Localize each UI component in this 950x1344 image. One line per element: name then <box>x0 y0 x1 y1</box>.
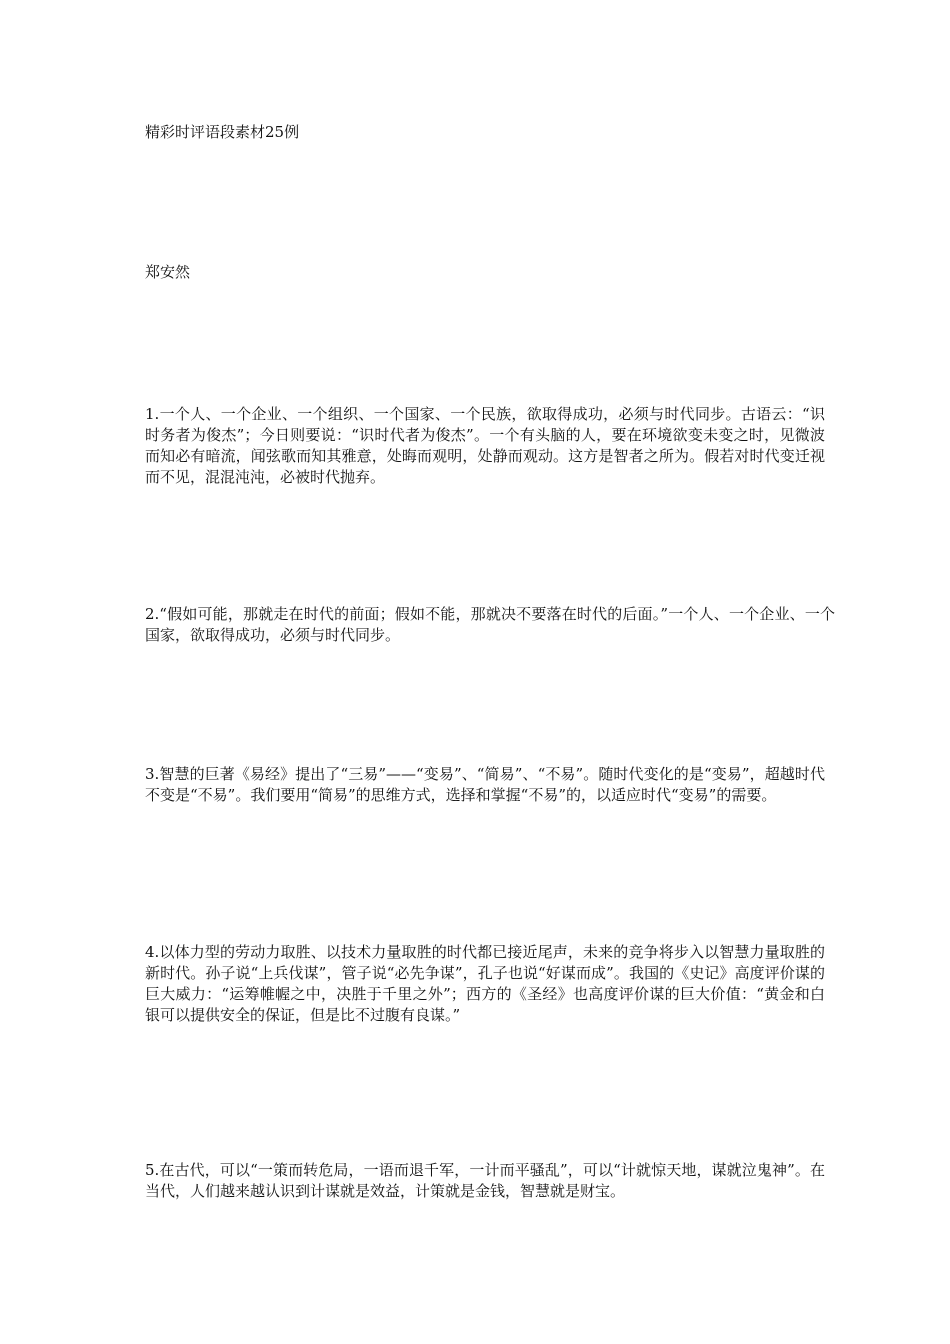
paragraph-2: 2.“假如可能，那就走在时代的前面；假如不能，那就决不要落在时代的后面。”一个人、一个企业、一个国家，欲取得成功，必须与时代同步。 <box>145 605 835 644</box>
paragraph-4: 4.以体力型的劳动力取胜、以技术力量取胜的时代都已接近尾声，未来的竞争将步入以智慧力量取胜的新时代。孙子说“上兵伐谋”，管子说“必先争谋”，孔子也说“好谋而成”。我国的《史记》高度评价谋的巨大威力：“运筹帷幄之中，决胜于千里之外”；西方的《圣经》也高度评价谋的巨大价值：“黄金和白银可以提供安全的保证，但是比不过腹有良谋。” <box>145 943 825 1024</box>
document-title: 精彩时评语段素材25例 <box>145 123 300 141</box>
paragraph-3: 3.智慧的巨著《易经》提出了“三易”——“变易”、“简易”、“不易”。随时代变化的是“变易”，超越时代不变是“不易”。我们要用“简易”的思维方式，选择和掌握“不易”的，以适应时代“变易”的需要。 <box>145 765 825 804</box>
paragraph-5: 5.在古代，可以“一策而转危局，一语而退千军，一计而平骚乱”，可以“计就惊天地，谋就泣鬼神”。在当代，人们越来越认识到计谋就是效益，计策就是金钱，智慧就是财宝。 <box>145 1161 825 1200</box>
author-name: 郑安然 <box>145 263 191 281</box>
paragraph-1: 1.一个人、一个企业、一个组织、一个国家、一个民族，欲取得成功，必须与时代同步。古语云：“识时务者为俊杰”；今日则要说：“识时代者为俊杰”。一个有头脑的人，要在环境欲变未变之时，见微波而知必有暗流，闻弦歌而知其雅意，处晦而观明，处静而观动。这方是智者之所为。假若对时代变迁视而不见，混混沌沌，必被时代抛弃。 <box>145 405 825 486</box>
